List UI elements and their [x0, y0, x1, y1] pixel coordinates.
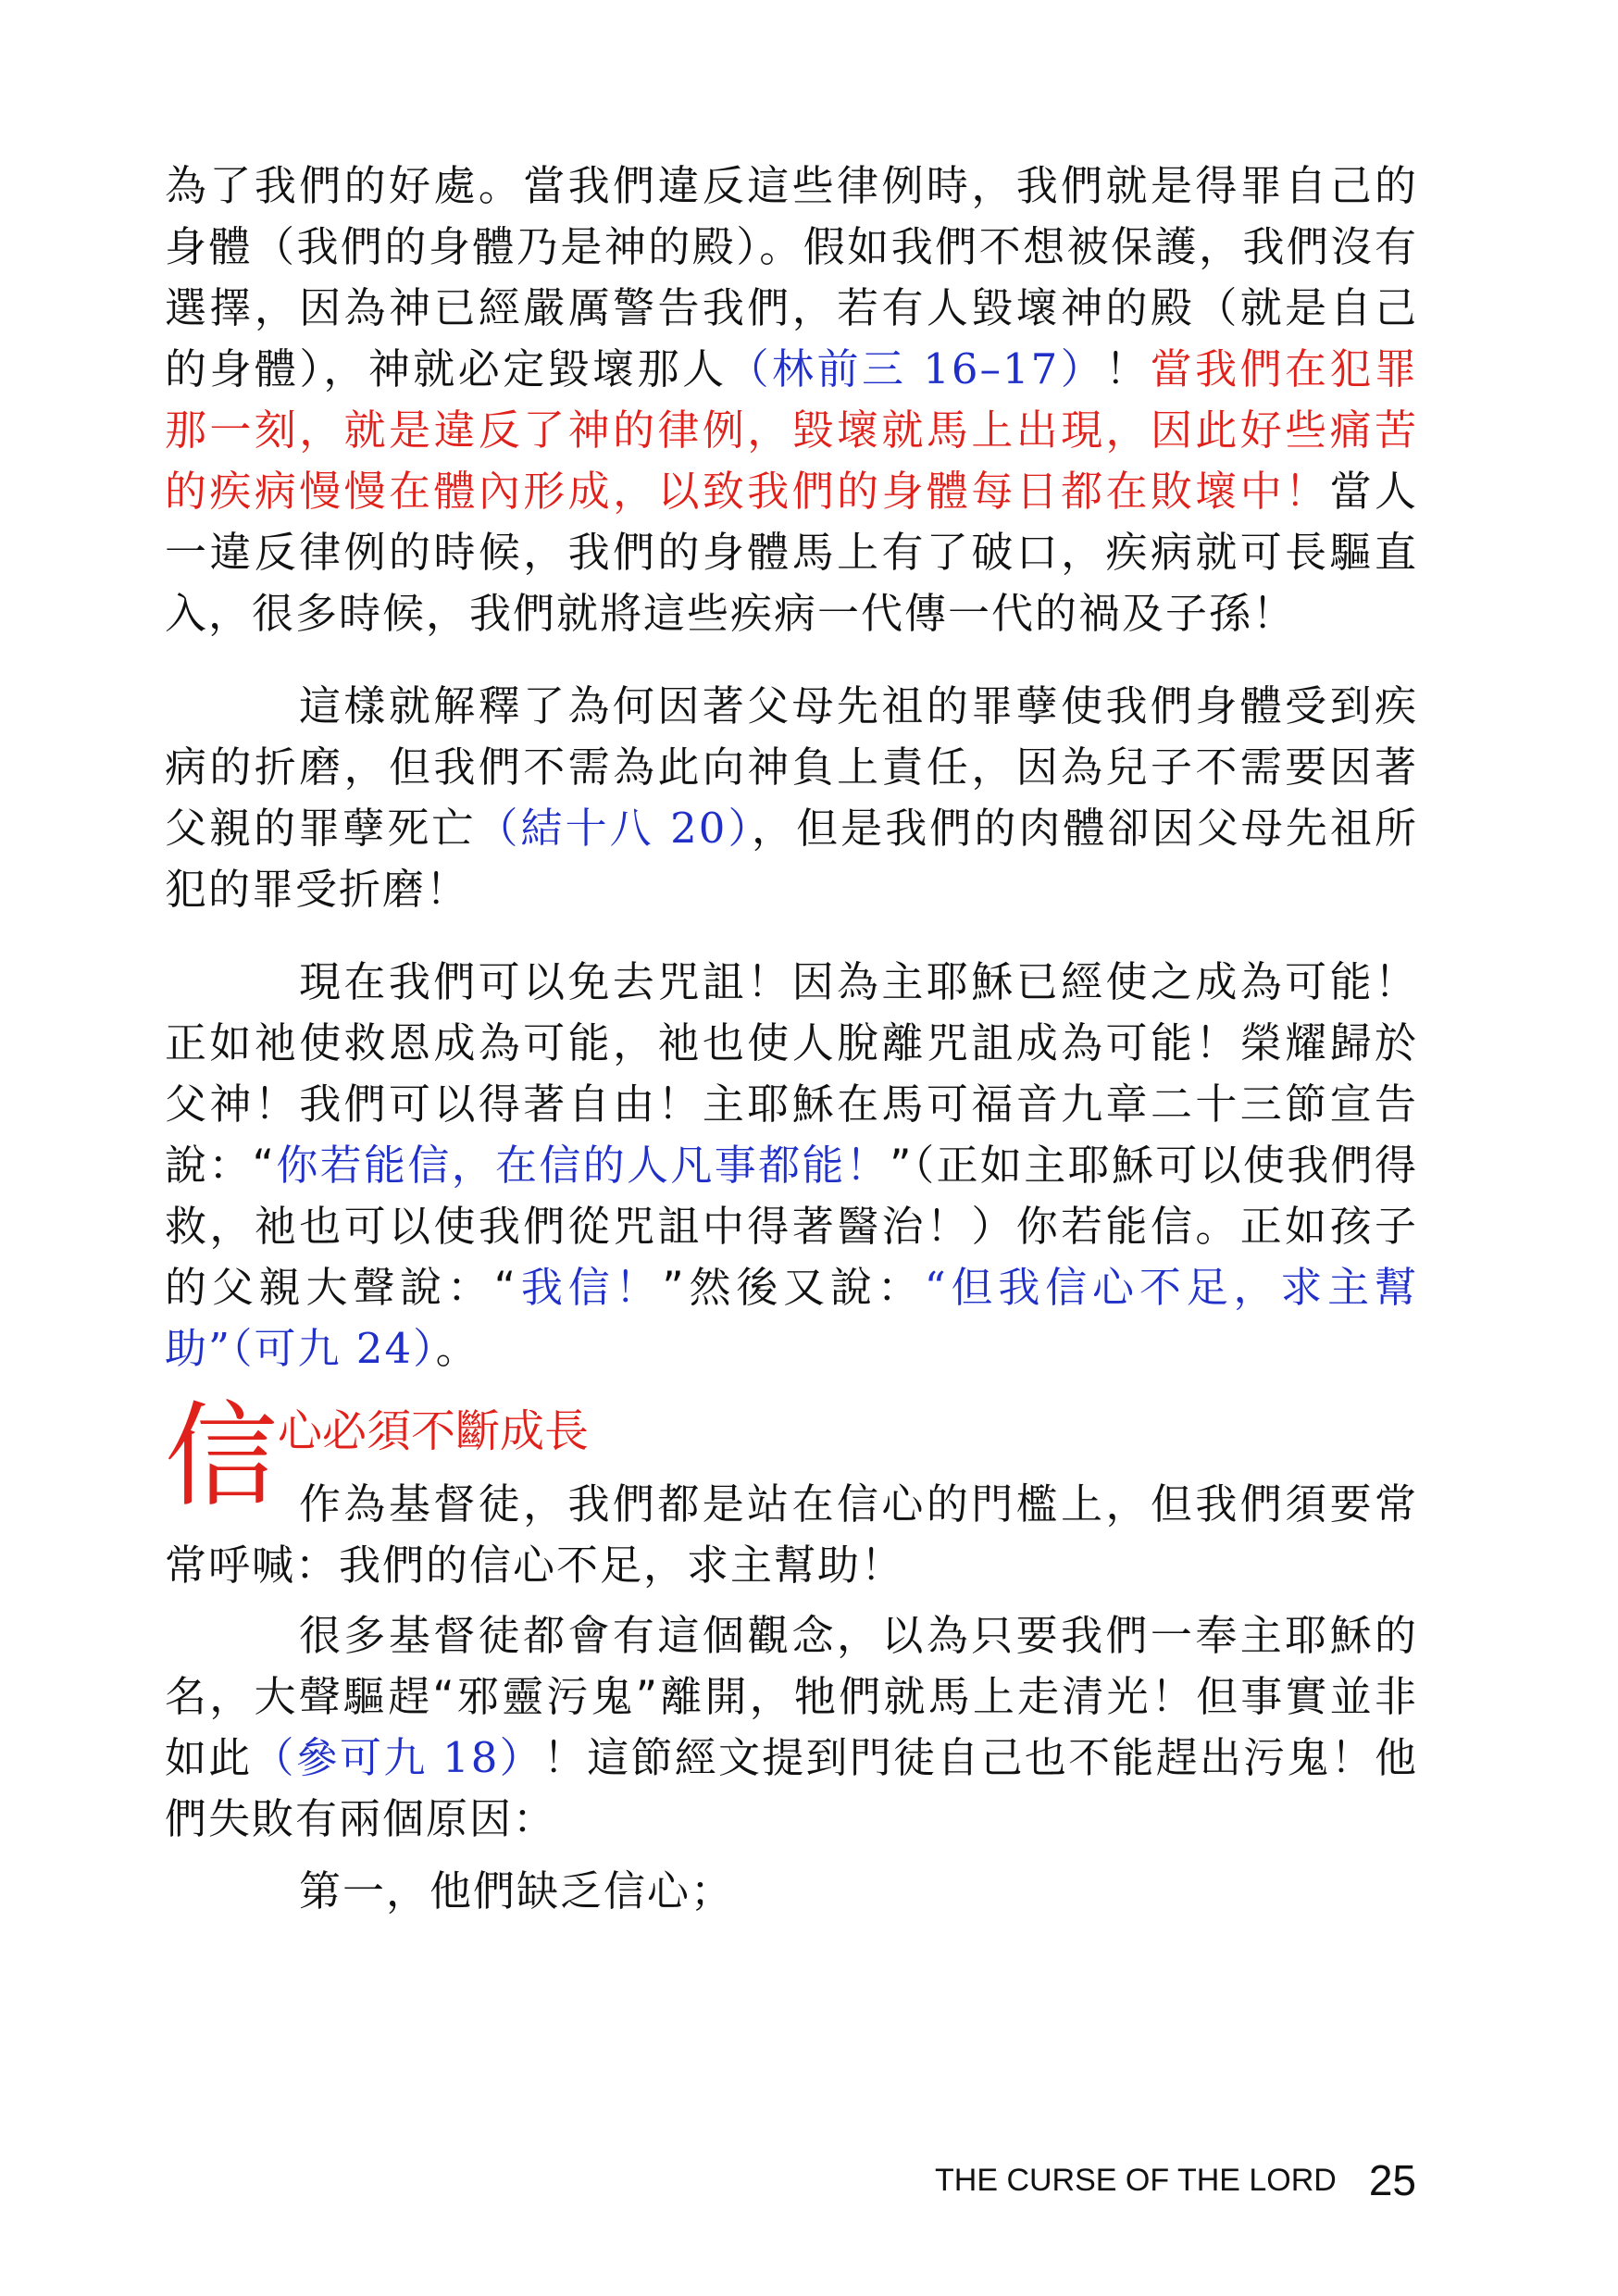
paragraph-6: 第一，他們缺乏信心； — [299, 1866, 735, 1915]
paragraph-3-text-d: 。 — [435, 1324, 479, 1373]
page-footer — [935, 2150, 1416, 2209]
paragraph-1-text-c: 當人一違反律例的時候，我們的身體馬上有了破口，疾病就可長驅直入，很多時候，我們就將這些疾病一代傳一代的禍及子孫！ — [165, 467, 1418, 638]
drop-cap: 信 — [165, 1391, 278, 1522]
paragraph-1 — [165, 156, 1418, 644]
scripture-reference: （林前三 16–17） — [727, 344, 1106, 393]
running-footer-title: THE CURSE OF THE LORD — [935, 2163, 1337, 2198]
paragraph-1-text-a: 為了我們的好處。當我們違反這些律例時，我們就是得罪自己的身體（我們的身體乃是神的殿）。假如我們不想被保護，我們沒有選擇，因為神已經嚴厲警告我們，若有人毀壞神的殿（就是自己的身體），神就必定毀壞那人 — [165, 161, 1418, 393]
scripture-quote: “但我信心不足，求主幫助”（可九 24） — [165, 1263, 1418, 1373]
paragraph-5 — [165, 1605, 1418, 1850]
paragraph-2-text-b: ，但是我們的肉體卻因父母先祖所犯的罪受折磨！ — [165, 804, 1418, 914]
scripture-quote: 你若能信，在信的人凡事都能！ — [276, 1141, 890, 1190]
paragraph-3-text-a: 現在我們可以免去咒詛！因為主耶穌已經使之成為可能！正如祂使救恩成為可能，祂也使人脫離咒詛成為可能！榮耀歸於父神！我們可以得著自由！主耶穌在馬可福音九章二十三節宣告說：“ — [165, 957, 1418, 1190]
paragraph-3-text-b: ”（正如主耶穌可以使我們得救，祂也可以使我們從咒詛中得著醫治！）你若能信。正如孩子的父親大聲說：“ — [165, 1141, 1418, 1312]
scripture-reference: （參可九 18） — [252, 1733, 543, 1782]
paragraph-5-text-b: ！這節經文提到門徒自己也不能趕出污鬼！他們失敗有兩個原因： — [165, 1733, 1418, 1843]
section-heading-text: 心必須不斷成長 — [278, 1405, 590, 1457]
paragraph-4: 作為基督徒，我們都是站在信心的門檻上，但我們須要常常呼喊：我們的信心不足，求主幫助！ — [165, 1479, 1418, 1590]
paragraph-3 — [165, 952, 1418, 1379]
scripture-reference: （結十八 20） — [476, 804, 753, 853]
paragraph-5-text-a: 很多基督徒都會有這個觀念，以為只要我們一奉主耶穌的名，大聲驅趕“邪靈污鬼”離開，牠們就馬上走清光！但事實並非如此 — [165, 1611, 1418, 1782]
highlighted-sentence: 當我們在犯罪那一刻，就是違反了神的律例，毀壞就馬上出現，因此好些痛苦的疾病慢慢在體內形成，以致我們的身體每日都在敗壞中！ — [165, 344, 1418, 516]
page-body — [165, 156, 1418, 1922]
paragraph-1-text-b: ！ — [1105, 344, 1151, 393]
paragraph-3-text-c: ”然後又說： — [662, 1263, 925, 1312]
paragraph-2 — [165, 676, 1418, 920]
section-heading — [165, 1391, 1418, 1522]
paragraph-2-text-a: 這樣就解釋了為何因著父母先祖的罪孽使我們身體受到疾病的折磨，但我們不需為此向神負上責任，因為兒子不需要因著父親的罪孽死亡 — [165, 681, 1418, 853]
page-number: 25 — [1368, 2156, 1416, 2204]
scripture-quote: 我信！ — [517, 1263, 663, 1312]
